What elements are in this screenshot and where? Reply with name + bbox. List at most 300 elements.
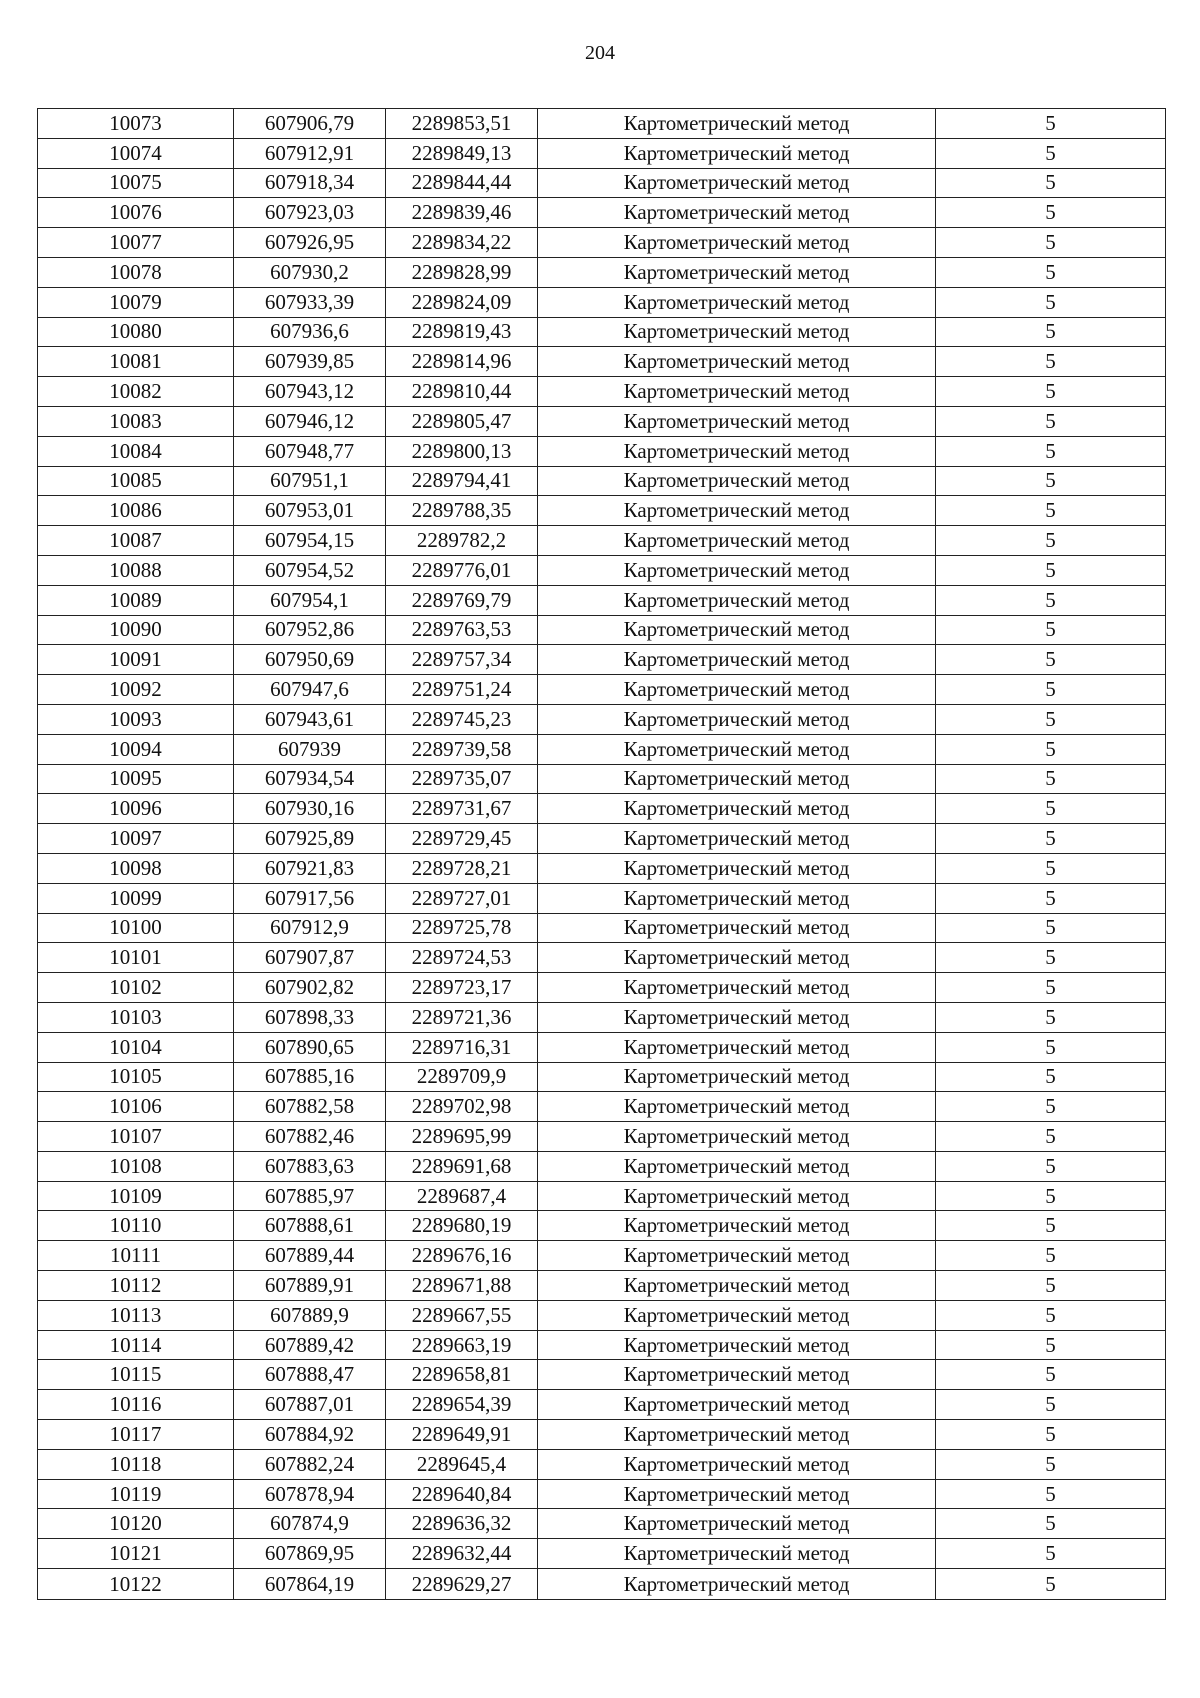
- method-cell: Картометрический метод: [538, 1122, 936, 1152]
- x-coordinate-cell: 607948,77: [234, 436, 386, 466]
- coordinates-table: [37, 108, 1166, 1600]
- table-row: [38, 228, 1166, 258]
- table-row: [38, 1271, 1166, 1301]
- accuracy-cell: 5: [936, 1569, 1166, 1600]
- point-number-cell: 10122: [38, 1569, 234, 1600]
- x-coordinate-cell: 607864,19: [234, 1569, 386, 1600]
- y-coordinate-cell: 2289739,58: [386, 734, 538, 764]
- y-coordinate-cell: 2289727,01: [386, 883, 538, 913]
- table-row: [38, 377, 1166, 407]
- table-row: [38, 645, 1166, 675]
- method-cell: Картометрический метод: [538, 585, 936, 615]
- method-cell: Картометрический метод: [538, 794, 936, 824]
- x-coordinate-cell: 607882,24: [234, 1449, 386, 1479]
- point-number-cell: 10094: [38, 734, 234, 764]
- y-coordinate-cell: 2289695,99: [386, 1122, 538, 1152]
- point-number-cell: 10104: [38, 1032, 234, 1062]
- accuracy-cell: 5: [936, 1002, 1166, 1032]
- point-number-cell: 10120: [38, 1509, 234, 1539]
- point-number-cell: 10114: [38, 1330, 234, 1360]
- point-number-cell: 10101: [38, 943, 234, 973]
- y-coordinate-cell: 2289824,09: [386, 287, 538, 317]
- method-cell: Картометрический метод: [538, 1569, 936, 1600]
- x-coordinate-cell: 607889,44: [234, 1241, 386, 1271]
- accuracy-cell: 5: [936, 168, 1166, 198]
- x-coordinate-cell: 607954,1: [234, 585, 386, 615]
- table-row: [38, 555, 1166, 585]
- x-coordinate-cell: 607926,95: [234, 228, 386, 258]
- y-coordinate-cell: 2289636,32: [386, 1509, 538, 1539]
- x-coordinate-cell: 607906,79: [234, 109, 386, 139]
- y-coordinate-cell: 2289658,81: [386, 1360, 538, 1390]
- method-cell: Картометрический метод: [538, 317, 936, 347]
- x-coordinate-cell: 607888,47: [234, 1360, 386, 1390]
- table-row: [38, 1390, 1166, 1420]
- x-coordinate-cell: 607934,54: [234, 764, 386, 794]
- method-cell: Картометрический метод: [538, 913, 936, 943]
- accuracy-cell: 5: [936, 377, 1166, 407]
- accuracy-cell: 5: [936, 496, 1166, 526]
- method-cell: Картометрический метод: [538, 1330, 936, 1360]
- table-row: [38, 794, 1166, 824]
- point-number-cell: 10105: [38, 1062, 234, 1092]
- y-coordinate-cell: 2289731,67: [386, 794, 538, 824]
- x-coordinate-cell: 607943,61: [234, 704, 386, 734]
- table-row: [38, 1300, 1166, 1330]
- accuracy-cell: 5: [936, 973, 1166, 1003]
- x-coordinate-cell: 607921,83: [234, 853, 386, 883]
- x-coordinate-cell: 607947,6: [234, 675, 386, 705]
- point-number-cell: 10098: [38, 853, 234, 883]
- method-cell: Картометрический метод: [538, 1271, 936, 1301]
- x-coordinate-cell: 607939: [234, 734, 386, 764]
- table-row: [38, 1330, 1166, 1360]
- accuracy-cell: 5: [936, 466, 1166, 496]
- method-cell: Картометрический метод: [538, 1062, 936, 1092]
- method-cell: Картометрический метод: [538, 257, 936, 287]
- table-row: [38, 406, 1166, 436]
- table-row: [38, 764, 1166, 794]
- x-coordinate-cell: 607889,42: [234, 1330, 386, 1360]
- method-cell: Картометрический метод: [538, 406, 936, 436]
- method-cell: Картометрический метод: [538, 1002, 936, 1032]
- method-cell: Картометрический метод: [538, 1092, 936, 1122]
- point-number-cell: 10103: [38, 1002, 234, 1032]
- x-coordinate-cell: 607882,58: [234, 1092, 386, 1122]
- accuracy-cell: 5: [936, 734, 1166, 764]
- point-number-cell: 10084: [38, 436, 234, 466]
- method-cell: Картометрический метод: [538, 943, 936, 973]
- y-coordinate-cell: 2289629,27: [386, 1569, 538, 1600]
- table-row: [38, 168, 1166, 198]
- table-row: [38, 1002, 1166, 1032]
- y-coordinate-cell: 2289676,16: [386, 1241, 538, 1271]
- point-number-cell: 10115: [38, 1360, 234, 1390]
- x-coordinate-cell: 607902,82: [234, 973, 386, 1003]
- table-row: [38, 853, 1166, 883]
- y-coordinate-cell: 2289667,55: [386, 1300, 538, 1330]
- accuracy-cell: 5: [936, 555, 1166, 585]
- accuracy-cell: 5: [936, 436, 1166, 466]
- y-coordinate-cell: 2289735,07: [386, 764, 538, 794]
- y-coordinate-cell: 2289680,19: [386, 1211, 538, 1241]
- table-row: [38, 317, 1166, 347]
- point-number-cell: 10093: [38, 704, 234, 734]
- point-number-cell: 10087: [38, 526, 234, 556]
- method-cell: Картометрический метод: [538, 436, 936, 466]
- y-coordinate-cell: 2289839,46: [386, 198, 538, 228]
- accuracy-cell: 5: [936, 1092, 1166, 1122]
- x-coordinate-cell: 607954,15: [234, 526, 386, 556]
- table-row: [38, 1241, 1166, 1271]
- y-coordinate-cell: 2289810,44: [386, 377, 538, 407]
- y-coordinate-cell: 2289844,44: [386, 168, 538, 198]
- point-number-cell: 10075: [38, 168, 234, 198]
- accuracy-cell: 5: [936, 1211, 1166, 1241]
- x-coordinate-cell: 607869,95: [234, 1539, 386, 1569]
- accuracy-cell: 5: [936, 1479, 1166, 1509]
- y-coordinate-cell: 2289640,84: [386, 1479, 538, 1509]
- accuracy-cell: 5: [936, 1300, 1166, 1330]
- table-row: [38, 257, 1166, 287]
- accuracy-cell: 5: [936, 1151, 1166, 1181]
- accuracy-cell: 5: [936, 675, 1166, 705]
- y-coordinate-cell: 2289728,21: [386, 853, 538, 883]
- x-coordinate-cell: 607953,01: [234, 496, 386, 526]
- y-coordinate-cell: 2289794,41: [386, 466, 538, 496]
- point-number-cell: 10078: [38, 257, 234, 287]
- accuracy-cell: 5: [936, 615, 1166, 645]
- point-number-cell: 10090: [38, 615, 234, 645]
- point-number-cell: 10106: [38, 1092, 234, 1122]
- x-coordinate-cell: 607883,63: [234, 1151, 386, 1181]
- point-number-cell: 10082: [38, 377, 234, 407]
- method-cell: Картометрический метод: [538, 1479, 936, 1509]
- accuracy-cell: 5: [936, 764, 1166, 794]
- y-coordinate-cell: 2289729,45: [386, 824, 538, 854]
- y-coordinate-cell: 2289745,23: [386, 704, 538, 734]
- method-cell: Картометрический метод: [538, 853, 936, 883]
- point-number-cell: 10100: [38, 913, 234, 943]
- x-coordinate-cell: 607952,86: [234, 615, 386, 645]
- table-row: [38, 1420, 1166, 1450]
- point-number-cell: 10110: [38, 1211, 234, 1241]
- y-coordinate-cell: 2289702,98: [386, 1092, 538, 1122]
- table-row: [38, 1449, 1166, 1479]
- y-coordinate-cell: 2289654,39: [386, 1390, 538, 1420]
- table-row: [38, 436, 1166, 466]
- y-coordinate-cell: 2289782,2: [386, 526, 538, 556]
- x-coordinate-cell: 607878,94: [234, 1479, 386, 1509]
- method-cell: Картометрический метод: [538, 645, 936, 675]
- accuracy-cell: 5: [936, 347, 1166, 377]
- method-cell: Картометрический метод: [538, 198, 936, 228]
- point-number-cell: 10074: [38, 138, 234, 168]
- y-coordinate-cell: 2289725,78: [386, 913, 538, 943]
- accuracy-cell: 5: [936, 943, 1166, 973]
- y-coordinate-cell: 2289671,88: [386, 1271, 538, 1301]
- table-row: [38, 496, 1166, 526]
- accuracy-cell: 5: [936, 287, 1166, 317]
- method-cell: Картометрический метод: [538, 704, 936, 734]
- method-cell: Картометрический метод: [538, 764, 936, 794]
- y-coordinate-cell: 2289814,96: [386, 347, 538, 377]
- method-cell: Картометрический метод: [538, 109, 936, 139]
- method-cell: Картометрический метод: [538, 1390, 936, 1420]
- table-row: [38, 198, 1166, 228]
- table-row: [38, 585, 1166, 615]
- accuracy-cell: 5: [936, 1330, 1166, 1360]
- accuracy-cell: 5: [936, 1509, 1166, 1539]
- x-coordinate-cell: 607951,1: [234, 466, 386, 496]
- table-row: [38, 109, 1166, 139]
- method-cell: Картометрический метод: [538, 1151, 936, 1181]
- accuracy-cell: 5: [936, 585, 1166, 615]
- point-number-cell: 10080: [38, 317, 234, 347]
- y-coordinate-cell: 2289849,13: [386, 138, 538, 168]
- method-cell: Картометрический метод: [538, 287, 936, 317]
- x-coordinate-cell: 607918,34: [234, 168, 386, 198]
- point-number-cell: 10077: [38, 228, 234, 258]
- table-row: [38, 1062, 1166, 1092]
- accuracy-cell: 5: [936, 1062, 1166, 1092]
- accuracy-cell: 5: [936, 913, 1166, 943]
- accuracy-cell: 5: [936, 1181, 1166, 1211]
- x-coordinate-cell: 607888,61: [234, 1211, 386, 1241]
- x-coordinate-cell: 607950,69: [234, 645, 386, 675]
- point-number-cell: 10097: [38, 824, 234, 854]
- table-row: [38, 1092, 1166, 1122]
- accuracy-cell: 5: [936, 1032, 1166, 1062]
- table-row: [38, 1151, 1166, 1181]
- table-row: [38, 1509, 1166, 1539]
- x-coordinate-cell: 607923,03: [234, 198, 386, 228]
- y-coordinate-cell: 2289724,53: [386, 943, 538, 973]
- x-coordinate-cell: 607925,89: [234, 824, 386, 854]
- y-coordinate-cell: 2289691,68: [386, 1151, 538, 1181]
- table-row: [38, 526, 1166, 556]
- accuracy-cell: 5: [936, 109, 1166, 139]
- point-number-cell: 10102: [38, 973, 234, 1003]
- accuracy-cell: 5: [936, 1390, 1166, 1420]
- method-cell: Картометрический метод: [538, 377, 936, 407]
- x-coordinate-cell: 607917,56: [234, 883, 386, 913]
- table-row: [38, 913, 1166, 943]
- accuracy-cell: 5: [936, 198, 1166, 228]
- method-cell: Картометрический метод: [538, 824, 936, 854]
- y-coordinate-cell: 2289723,17: [386, 973, 538, 1003]
- y-coordinate-cell: 2289663,19: [386, 1330, 538, 1360]
- method-cell: Картометрический метод: [538, 168, 936, 198]
- accuracy-cell: 5: [936, 1360, 1166, 1390]
- table-row: [38, 943, 1166, 973]
- method-cell: Картометрический метод: [538, 347, 936, 377]
- point-number-cell: 10108: [38, 1151, 234, 1181]
- table-row: [38, 1539, 1166, 1569]
- accuracy-cell: 5: [936, 1241, 1166, 1271]
- point-number-cell: 10117: [38, 1420, 234, 1450]
- point-number-cell: 10073: [38, 109, 234, 139]
- method-cell: Картометрический метод: [538, 1420, 936, 1450]
- x-coordinate-cell: 607898,33: [234, 1002, 386, 1032]
- x-coordinate-cell: 607912,91: [234, 138, 386, 168]
- accuracy-cell: 5: [936, 704, 1166, 734]
- y-coordinate-cell: 2289649,91: [386, 1420, 538, 1450]
- method-cell: Картометрический метод: [538, 973, 936, 1003]
- method-cell: Картометрический метод: [538, 526, 936, 556]
- y-coordinate-cell: 2289751,24: [386, 675, 538, 705]
- method-cell: Картометрический метод: [538, 883, 936, 913]
- method-cell: Картометрический метод: [538, 1509, 936, 1539]
- table-row: [38, 1032, 1166, 1062]
- accuracy-cell: 5: [936, 853, 1166, 883]
- x-coordinate-cell: 607933,39: [234, 287, 386, 317]
- point-number-cell: 10116: [38, 1390, 234, 1420]
- x-coordinate-cell: 607889,9: [234, 1300, 386, 1330]
- x-coordinate-cell: 607912,9: [234, 913, 386, 943]
- method-cell: Картометрический метод: [538, 466, 936, 496]
- point-number-cell: 10113: [38, 1300, 234, 1330]
- accuracy-cell: 5: [936, 406, 1166, 436]
- table-row: [38, 1122, 1166, 1152]
- accuracy-cell: 5: [936, 138, 1166, 168]
- point-number-cell: 10083: [38, 406, 234, 436]
- point-number-cell: 10091: [38, 645, 234, 675]
- point-number-cell: 10109: [38, 1181, 234, 1211]
- point-number-cell: 10095: [38, 764, 234, 794]
- x-coordinate-cell: 607889,91: [234, 1271, 386, 1301]
- method-cell: Картометрический метод: [538, 1032, 936, 1062]
- accuracy-cell: 5: [936, 257, 1166, 287]
- table-row: [38, 1211, 1166, 1241]
- x-coordinate-cell: 607885,97: [234, 1181, 386, 1211]
- accuracy-cell: 5: [936, 1122, 1166, 1152]
- accuracy-cell: 5: [936, 228, 1166, 258]
- y-coordinate-cell: 2289757,34: [386, 645, 538, 675]
- method-cell: Картометрический метод: [538, 1300, 936, 1330]
- page-number: 204: [585, 42, 615, 64]
- x-coordinate-cell: 607946,12: [234, 406, 386, 436]
- method-cell: Картометрический метод: [538, 228, 936, 258]
- point-number-cell: 10081: [38, 347, 234, 377]
- accuracy-cell: 5: [936, 1539, 1166, 1569]
- point-number-cell: 10076: [38, 198, 234, 228]
- table-row: [38, 287, 1166, 317]
- method-cell: Картометрический метод: [538, 1181, 936, 1211]
- table-row: [38, 883, 1166, 913]
- table-row: [38, 973, 1166, 1003]
- y-coordinate-cell: 2289828,99: [386, 257, 538, 287]
- accuracy-cell: 5: [936, 526, 1166, 556]
- y-coordinate-cell: 2289805,47: [386, 406, 538, 436]
- x-coordinate-cell: 607884,92: [234, 1420, 386, 1450]
- y-coordinate-cell: 2289709,9: [386, 1062, 538, 1092]
- x-coordinate-cell: 607930,16: [234, 794, 386, 824]
- y-coordinate-cell: 2289721,36: [386, 1002, 538, 1032]
- point-number-cell: 10099: [38, 883, 234, 913]
- accuracy-cell: 5: [936, 824, 1166, 854]
- table-row: [38, 824, 1166, 854]
- accuracy-cell: 5: [936, 794, 1166, 824]
- point-number-cell: 10092: [38, 675, 234, 705]
- accuracy-cell: 5: [936, 317, 1166, 347]
- table-row: [38, 615, 1166, 645]
- method-cell: Картометрический метод: [538, 1211, 936, 1241]
- table-row: [38, 1569, 1166, 1600]
- x-coordinate-cell: 607885,16: [234, 1062, 386, 1092]
- coordinates-table-body: [38, 109, 1166, 1600]
- method-cell: Картометрический метод: [538, 138, 936, 168]
- accuracy-cell: 5: [936, 1449, 1166, 1479]
- method-cell: Картометрический метод: [538, 555, 936, 585]
- x-coordinate-cell: 607936,6: [234, 317, 386, 347]
- point-number-cell: 10107: [38, 1122, 234, 1152]
- table-row: [38, 138, 1166, 168]
- accuracy-cell: 5: [936, 1420, 1166, 1450]
- y-coordinate-cell: 2289834,22: [386, 228, 538, 258]
- table-row: [38, 734, 1166, 764]
- x-coordinate-cell: 607939,85: [234, 347, 386, 377]
- y-coordinate-cell: 2289769,79: [386, 585, 538, 615]
- method-cell: Картометрический метод: [538, 615, 936, 645]
- point-number-cell: 10088: [38, 555, 234, 585]
- method-cell: Картометрический метод: [538, 496, 936, 526]
- y-coordinate-cell: 2289800,13: [386, 436, 538, 466]
- point-number-cell: 10086: [38, 496, 234, 526]
- y-coordinate-cell: 2289776,01: [386, 555, 538, 585]
- accuracy-cell: 5: [936, 1271, 1166, 1301]
- point-number-cell: 10121: [38, 1539, 234, 1569]
- point-number-cell: 10118: [38, 1449, 234, 1479]
- table-row: [38, 704, 1166, 734]
- table-row: [38, 1360, 1166, 1390]
- y-coordinate-cell: 2289632,44: [386, 1539, 538, 1569]
- y-coordinate-cell: 2289788,35: [386, 496, 538, 526]
- x-coordinate-cell: 607907,87: [234, 943, 386, 973]
- x-coordinate-cell: 607887,01: [234, 1390, 386, 1420]
- table-row: [38, 466, 1166, 496]
- x-coordinate-cell: 607882,46: [234, 1122, 386, 1152]
- x-coordinate-cell: 607930,2: [234, 257, 386, 287]
- point-number-cell: 10085: [38, 466, 234, 496]
- point-number-cell: 10079: [38, 287, 234, 317]
- table-row: [38, 1479, 1166, 1509]
- accuracy-cell: 5: [936, 645, 1166, 675]
- point-number-cell: 10089: [38, 585, 234, 615]
- method-cell: Картометрический метод: [538, 1360, 936, 1390]
- x-coordinate-cell: 607943,12: [234, 377, 386, 407]
- method-cell: Картометрический метод: [538, 734, 936, 764]
- method-cell: Картометрический метод: [538, 1539, 936, 1569]
- table-row: [38, 675, 1166, 705]
- y-coordinate-cell: 2289763,53: [386, 615, 538, 645]
- table-row: [38, 1181, 1166, 1211]
- y-coordinate-cell: 2289687,4: [386, 1181, 538, 1211]
- x-coordinate-cell: 607874,9: [234, 1509, 386, 1539]
- accuracy-cell: 5: [936, 883, 1166, 913]
- y-coordinate-cell: 2289819,43: [386, 317, 538, 347]
- table-row: [38, 347, 1166, 377]
- point-number-cell: 10119: [38, 1479, 234, 1509]
- point-number-cell: 10096: [38, 794, 234, 824]
- y-coordinate-cell: 2289853,51: [386, 109, 538, 139]
- point-number-cell: 10112: [38, 1271, 234, 1301]
- y-coordinate-cell: 2289645,4: [386, 1449, 538, 1479]
- method-cell: Картометрический метод: [538, 1449, 936, 1479]
- point-number-cell: 10111: [38, 1241, 234, 1271]
- y-coordinate-cell: 2289716,31: [386, 1032, 538, 1062]
- method-cell: Картометрический метод: [538, 1241, 936, 1271]
